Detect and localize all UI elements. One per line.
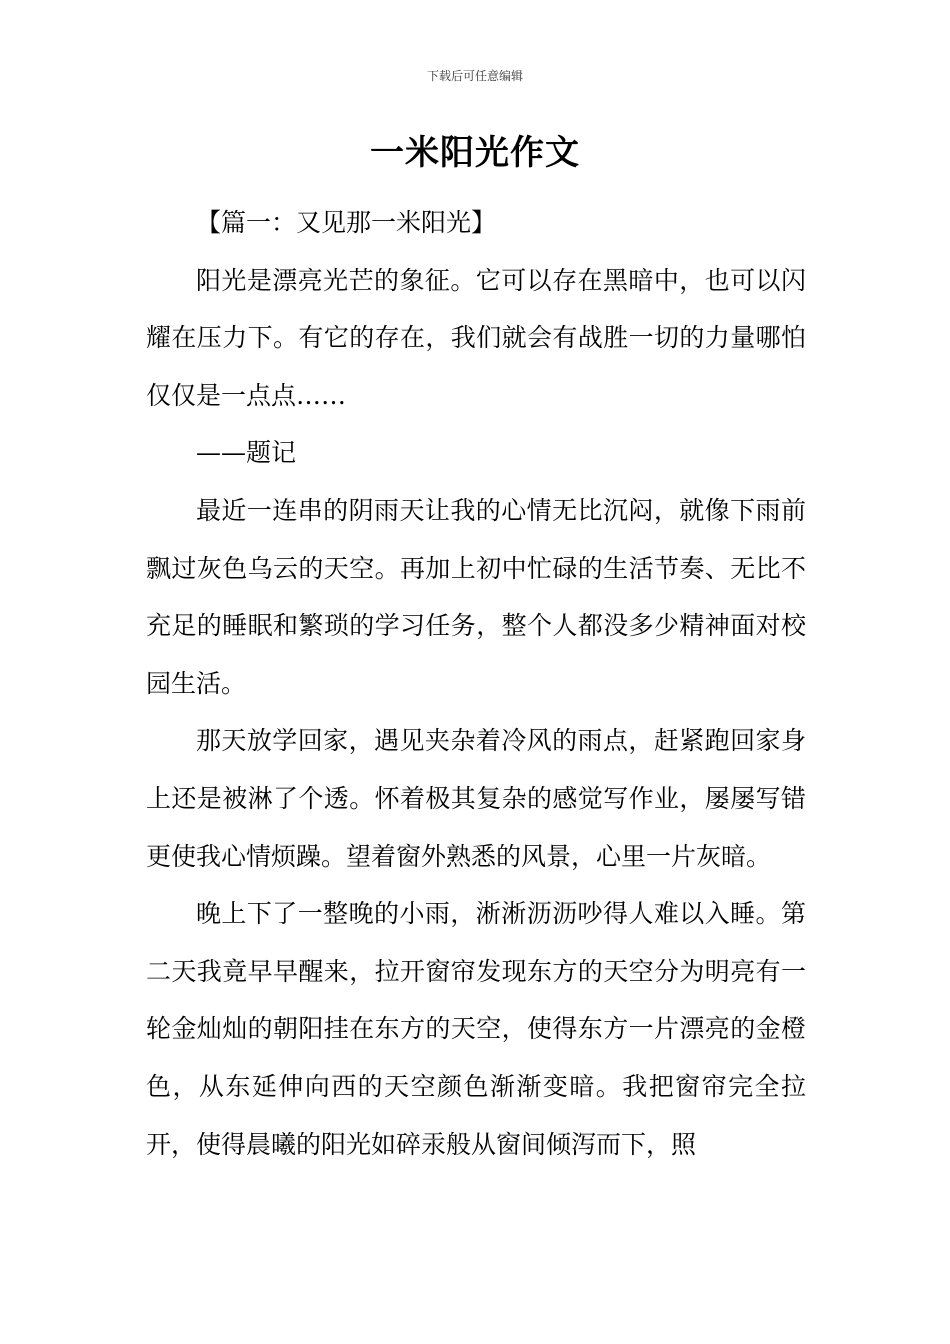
body-paragraph: 那天放学回家，遇见夹杂着冷风的雨点，赶紧跑回家身上还是被淋了个透。怀着极其复杂的感觉写作业，屡屡写错更使我心情烦躁。望着窗外熟悉的风景，心里一片灰暗。: [146, 726, 806, 871]
document-body: [146, 194, 806, 1173]
page-header-note: 下载后可任意编辑: [426, 69, 523, 83]
body-paragraph: 最近一连串的阴雨天让我的心情无比沉闷，就像下雨前飘过灰色乌云的天空。再加上初中忙碌的生活节奏、无比不充足的睡眠和繁琐的学习任务，整个人都没多少精神面对校园生活。: [146, 495, 806, 698]
document-title: 一米阳光作文: [370, 133, 580, 173]
epigraph-attribution: ——题记: [196, 438, 297, 468]
body-paragraph: 阳光是漂亮光芒的象征。它可以存在黑暗中，也可以闪耀在压力下。有它的存在，我们就会有战胜一切的力量哪怕仅仅是一点点……: [146, 265, 806, 410]
section-heading: 【篇一：又见那一米阳光】: [196, 208, 497, 237]
body-paragraph: 晚上下了一整晚的小雨，淅淅沥沥吵得人难以入睡。第二天我竟早早醒来，拉开窗帘发现东方的天空分为明亮有一轮金灿灿的朝阳挂在东方的天空，使得东方一片漂亮的金橙色，从东延伸向西的天空颜色渐渐变暗。我把窗帘完全拉开，使得晨曦的阳光如碎汞般从窗间倾泻而下，照: [146, 899, 806, 1159]
